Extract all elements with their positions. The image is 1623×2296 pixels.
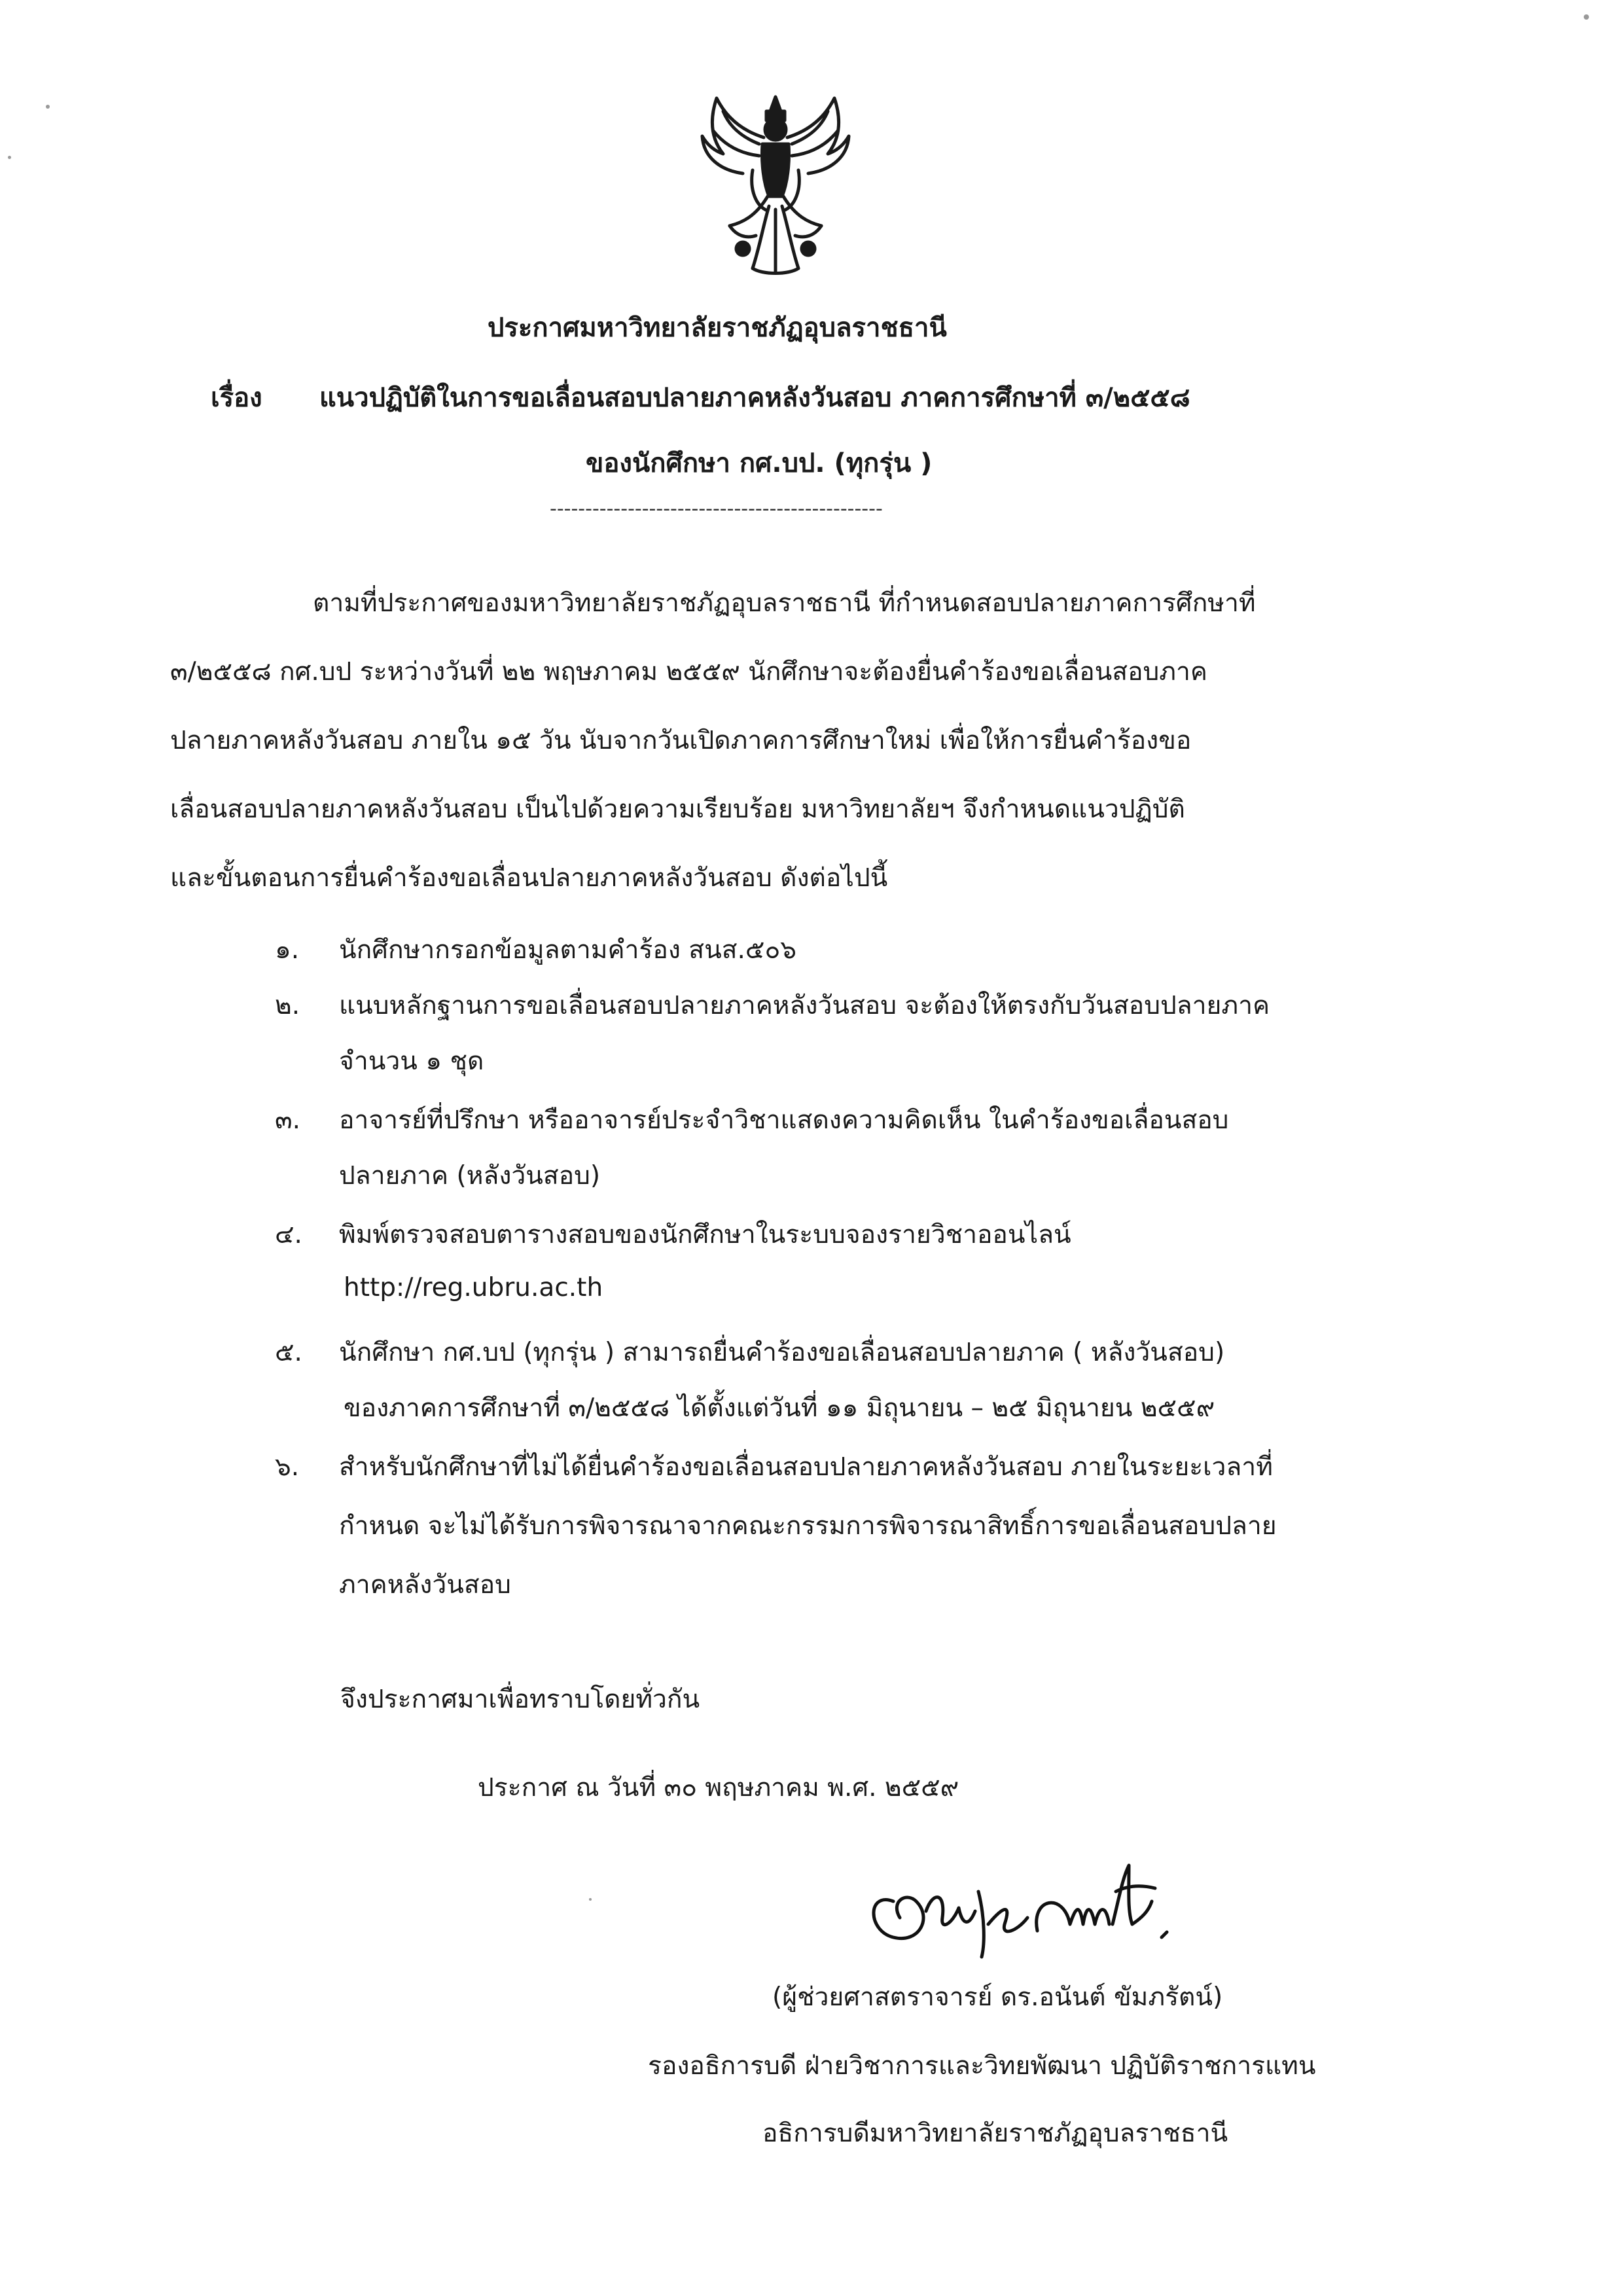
item-text: ปลายภาค (หลังวันสอบ) [339, 1161, 601, 1191]
org-title: ประกาศมหาวิทยาลัยราชภัฏอุบลราชธานี [488, 313, 947, 343]
subject-label: เรื่อง [211, 383, 262, 413]
item-number: ๕. [275, 1338, 302, 1367]
item-url: http://reg.ubru.ac.th [344, 1273, 603, 1302]
intro-line-5: และขั้นตอนการยื่นคำร้องขอเลื่อนปลายภาคหลังวันสอบ ดังต่อไปนี้ [170, 863, 888, 893]
scan-speck [1584, 14, 1589, 20]
item-text: จำนวน ๑ ชุด [339, 1047, 484, 1076]
item-number: ๑. [275, 935, 300, 965]
intro-line-2: ๓/๒๕๕๘ กศ.บป ระหว่างวันที่ ๒๒ พฤษภาคม ๒๕๕๙ นักศึกษาจะต้องยื่นคำร้องขอเลื่อนสอบภาค [170, 657, 1207, 687]
item-number: ๔. [275, 1220, 302, 1249]
item-text: กำหนด จะไม่ได้รับการพิจารณาจากคณะกรรมการพิจารณาสิทธิ์การขอเลื่อนสอบปลาย [339, 1511, 1277, 1541]
item-text: พิมพ์ตรวจสอบตารางสอบของนักศึกษาในระบบจองรายวิชาออนไลน์ [339, 1220, 1071, 1249]
signatory-name: (ผู้ช่วยศาสตราจารย์ ดร.อนันต์ ขัมภรัตน์) [772, 1982, 1223, 2012]
item-number: ๓. [275, 1105, 301, 1135]
item-text: นักศึกษากรอกข้อมูลตามคำร้อง สนส.๕๐๖ [339, 935, 797, 965]
intro-line-3: ปลายภาคหลังวันสอบ ภายใน ๑๕ วัน นับจากวันเปิดภาคการศึกษาใหม่ เพื่อให้การยื่นคำร้องขอ [170, 726, 1192, 755]
intro-line-4: เลื่อนสอบปลายภาคหลังวันสอบ เป็นไปด้วยความเรียบร้อย มหาวิทยาลัยฯ จึงกำหนดแนวปฏิบัติ [170, 795, 1185, 824]
garuda-emblem-icon [690, 92, 861, 278]
scan-speck [46, 105, 50, 109]
scan-speck [8, 156, 11, 159]
closing-announce: จึงประกาศมาเพื่อทราบโดยทั่วกัน [340, 1685, 700, 1714]
announce-date: ประกาศ ณ วันที่ ๓๐ พฤษภาคม พ.ศ. ๒๕๕๙ [478, 1773, 959, 1803]
item-text: แนบหลักฐานการขอเลื่อนสอบปลายภาคหลังวันสอบ จะต้องให้ตรงกับวันสอบปลายภาค [339, 991, 1270, 1020]
subject-line-1: แนวปฏิบัติในการขอเลื่อนสอบปลายภาคหลังวันสอบ ภาคการศึกษาที่ ๓/๒๕๕๘ [319, 383, 1190, 413]
scan-speck [589, 1898, 592, 1901]
signatory-position-1: รองอธิการบดี ฝ่ายวิชาการและวิทยพัฒนา ปฏิบัติราชการแทน [648, 2051, 1316, 2081]
item-number: ๖. [275, 1452, 300, 1482]
intro-line-1: ตามที่ประกาศของมหาวิทยาลัยราชภัฏอุบลราชธานี ที่กำหนดสอบปลายภาคการศึกษาที่ [313, 588, 1256, 618]
header-divider: ----------------------------------------------- [550, 497, 883, 520]
item-text: นักศึกษา กศ.บป (ทุกรุ่น ) สามารถยื่นคำร้องขอเลื่อนสอบปลายภาค ( หลังวันสอบ) [339, 1338, 1225, 1367]
signatory-position-2: อธิการบดีมหาวิทยาลัยราชภัฏอุบลราชธานี [762, 2119, 1228, 2148]
item-text: อาจารย์ที่ปรึกษา หรืออาจารย์ประจำวิชาแสดงความคิดเห็น ในคำร้องขอเลื่อนสอบ [339, 1105, 1229, 1135]
item-text: สำหรับนักศึกษาที่ไม่ได้ยื่นคำร้องขอเลื่อนสอบปลายภาคหลังวันสอบ ภายในระยะเวลาที่ [339, 1452, 1273, 1482]
item-text: ภาคหลังวันสอบ [339, 1570, 511, 1600]
subject-line-2: ของนักศึกษา กศ.บป. (ทุกรุ่น ) [586, 448, 933, 478]
handwritten-signature-icon [854, 1839, 1221, 1964]
item-number: ๒. [275, 991, 300, 1020]
item-text: ของภาคการศึกษาที่ ๓/๒๕๕๘ ได้ตั้งแต่วันที่ ๑๑ มิถุนายน – ๒๕ มิถุนายน ๒๕๕๙ [344, 1393, 1215, 1423]
